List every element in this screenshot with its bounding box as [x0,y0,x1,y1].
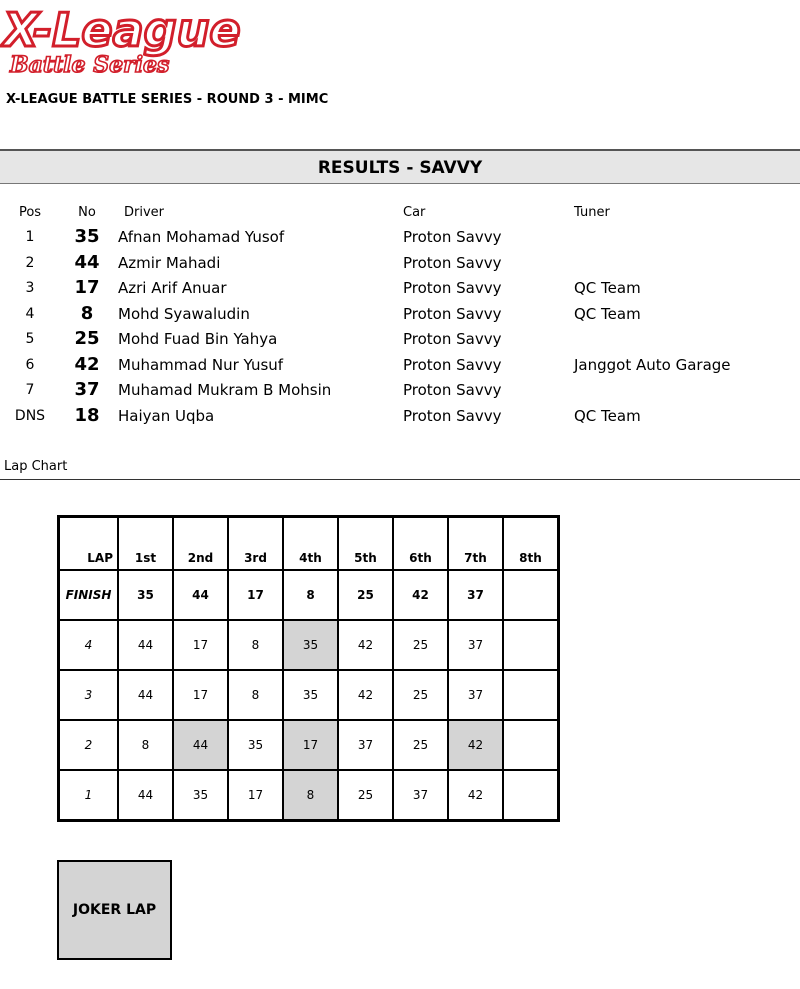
lap-cell: 8 [228,620,283,670]
lap-cell: 42 [448,770,503,821]
lap-cell: 35 [283,670,338,720]
lap-cell: 8 [283,570,338,620]
results-banner [0,149,800,184]
lap-cell: 25 [393,720,448,770]
result-number: 18 [74,405,100,426]
lap-cell-joker: 35 [283,620,338,670]
results-row [0,302,800,326]
results-row [0,353,800,377]
results-row [0,404,800,428]
result-driver: Muhamad Mukram B Mohsin [118,381,332,399]
lap-cell [503,720,559,770]
lap-cell: 17 [228,570,283,620]
result-pos: 6 [25,357,35,373]
results-row [0,276,800,300]
result-tuner: Janggot Auto Garage [574,356,731,374]
result-tuner: QC Team [574,279,641,297]
lap-cell: 17 [173,670,228,720]
lap-cell: 25 [393,620,448,670]
result-number: 8 [80,303,94,324]
lap-cell [503,770,559,821]
lap-cell: 44 [118,620,173,670]
results-row [0,327,800,351]
position-column-header: 6th [393,517,448,571]
logo-text-sub: Battle Series [10,52,170,78]
lap-row-label: 3 [59,670,119,720]
lap-row [59,770,559,821]
result-tuner: QC Team [574,305,641,323]
position-column-header: 3rd [228,517,283,571]
lap-chart-table [57,515,560,822]
lap-cell: 44 [118,670,173,720]
lap-cell: 35 [173,770,228,821]
event-title: X-LEAGUE BATTLE SERIES - ROUND 3 - MIMC [6,92,329,107]
lap-cell: 44 [118,770,173,821]
result-pos: 4 [25,306,35,322]
lap-cell: 37 [393,770,448,821]
lap-row-label: 4 [59,620,119,670]
lap-row [59,670,559,720]
position-column-header: 4th [283,517,338,571]
lap-row [59,620,559,670]
result-number: 25 [74,328,100,349]
lap-cell: 37 [448,670,503,720]
result-driver: Muhammad Nur Yusuf [118,356,284,374]
header-pos: Pos [18,205,42,220]
result-number: 42 [74,354,100,375]
position-column-header: 5th [338,517,393,571]
result-number: 17 [74,277,100,298]
lap-column-header: LAP [59,517,119,571]
header-no: No [78,205,96,220]
lap-chart-header-row [59,517,559,571]
result-pos: 2 [25,255,35,271]
lap-cell: 42 [338,620,393,670]
result-car: Proton Savvy [403,330,502,348]
lap-cell: 8 [228,670,283,720]
result-pos: 7 [25,382,35,398]
position-column-header: 8th [503,517,559,571]
lap-cell: 42 [338,670,393,720]
result-driver: Azri Arif Anuar [118,279,227,297]
joker-lap-legend: JOKER LAP [57,860,172,960]
lap-cell: 25 [393,670,448,720]
position-column-header: 7th [448,517,503,571]
lap-cell: 25 [338,770,393,821]
section-divider [0,479,800,480]
position-column-header: 2nd [173,517,228,571]
header-tuner: Tuner [574,205,610,220]
lap-row [59,720,559,770]
result-driver: Mohd Syawaludin [118,305,250,323]
result-pos: 1 [25,229,35,245]
lap-row-label: 1 [59,770,119,821]
header-car: Car [403,205,426,220]
lap-cell: 37 [338,720,393,770]
result-driver: Mohd Fuad Bin Yahya [118,330,278,348]
lap-cell [503,570,559,620]
result-pos: 3 [25,280,35,296]
lap-cell: 44 [173,570,228,620]
lap-cell: 37 [448,620,503,670]
result-number: 35 [74,226,100,247]
lap-cell: 35 [118,570,173,620]
result-driver: Azmir Mahadi [118,254,221,272]
lap-cell [503,670,559,720]
lap-cell-joker: 8 [283,770,338,821]
lap-row-label: 2 [59,720,119,770]
result-car: Proton Savvy [403,381,502,399]
logo-text-main: X-League [3,3,241,57]
result-car: Proton Savvy [403,305,502,323]
results-row [0,251,800,275]
lap-cell-joker: 42 [448,720,503,770]
result-number: 37 [74,379,100,400]
results-row [0,378,800,402]
result-pos: DNS [14,408,46,424]
results-row [0,225,800,249]
result-car: Proton Savvy [403,356,502,374]
position-column-header: 1st [118,517,173,571]
result-number: 44 [74,252,100,273]
result-driver: Haiyan Uqba [118,407,215,425]
result-pos: 5 [25,331,35,347]
lap-cell: 35 [228,720,283,770]
lap-cell: 25 [338,570,393,620]
lap-cell: 8 [118,720,173,770]
result-car: Proton Savvy [403,407,502,425]
lap-cell: 17 [228,770,283,821]
lap-row-label: FINISH [59,570,119,620]
lap-cell-joker: 44 [173,720,228,770]
lap-chart-label: Lap Chart [4,459,68,474]
result-driver: Afnan Mohamad Yusof [118,228,285,246]
results-title: RESULTS - SAVVY [317,158,483,178]
result-car: Proton Savvy [403,279,502,297]
lap-cell: 42 [393,570,448,620]
result-tuner: QC Team [574,407,641,425]
x-league-logo [0,0,252,78]
result-car: Proton Savvy [403,228,502,246]
lap-cell [503,620,559,670]
lap-cell: 37 [448,570,503,620]
result-car: Proton Savvy [403,254,502,272]
lap-cell: 17 [173,620,228,670]
finish-row [59,570,559,620]
header-driver: Driver [124,205,165,220]
lap-cell-joker: 17 [283,720,338,770]
